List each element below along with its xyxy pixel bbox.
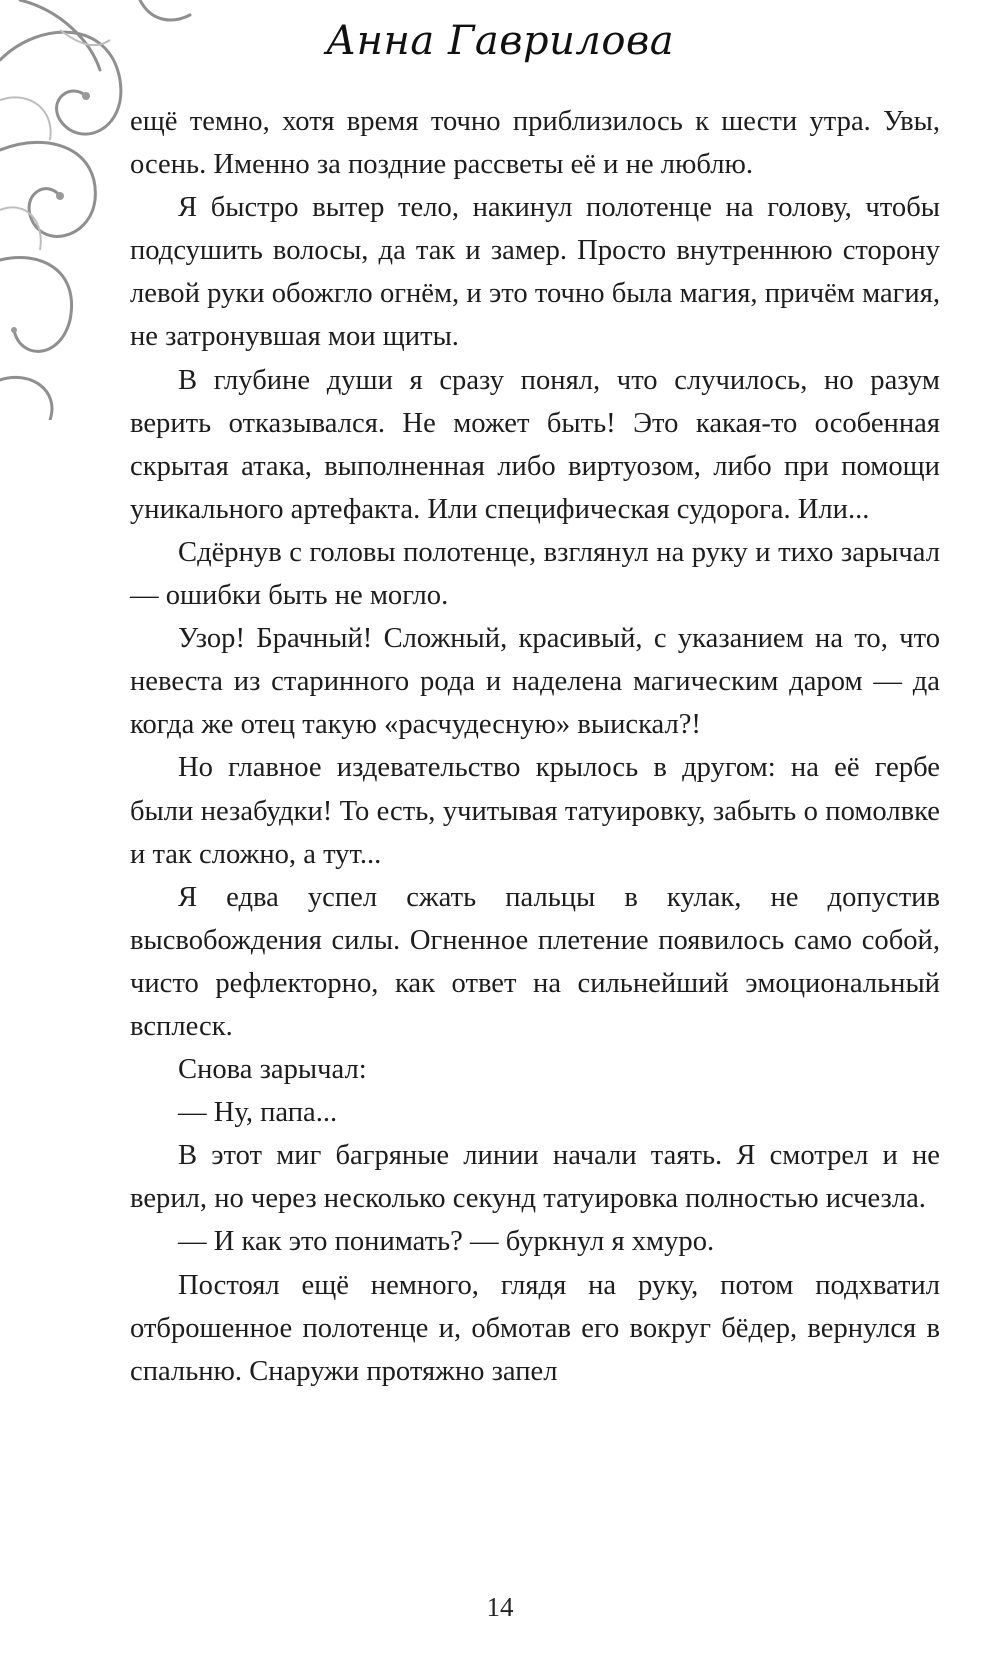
paragraph: Но главное издевательство крылось в другом: на её гербе были незабудки! То есть, учитывая татуировку, забыть о помолвке и так сложно, а тут... (130, 752, 940, 870)
paragraph: Я быстро вытер тело, накинул полотенце на голову, чтобы подсушить волосы, да так и замер. Просто внутреннюю сторону левой руки обожгло огнём, и это точно была магия, причём магия, не затронувшая мои щиты. (130, 192, 940, 353)
paragraph: ещё темно, хотя время точно приблизилось к шести утра. Увы, осень. Именно за поздние рассветы её и не люблю. (130, 106, 940, 181)
paragraph: Я едва успел сжать пальцы в кулак, не допустив высвобождения силы. Огненное плетение появилось само собой, чисто рефлекторно, как ответ на сильнейший эмоциональный всплеск. (130, 881, 940, 1042)
paragraph: Постоял ещё немного, глядя на руку, потом подхватил отброшенное полотенце и, обмотав его вокруг бёдер, вернулся в спальню. Снаружи протяжно запел (130, 1269, 940, 1387)
paragraph: — Ну, папа... (178, 1097, 338, 1129)
paragraph: В этот миг багряные линии начали таять. Я смотрел и не верил, но через несколько секунд татуировка полностью исчезла. (130, 1140, 940, 1215)
paragraph: Сдёрнув с головы полотенце, взглянул на руку и тихо зарычал — ошибки быть не могло. (130, 536, 940, 612)
paragraph: Узор! Брачный! Сложный, красивый, с указанием на то, что невеста из старинного рода и наделена магическим даром — да когда же отец такую «расчудесную» выискал?! (130, 623, 940, 741)
paragraph: — И как это понимать? — буркнул я хмуро. (178, 1226, 715, 1258)
running-header (0, 18, 1000, 64)
page-number: 14 (486, 1592, 514, 1622)
paragraph: Снова зарычал: (178, 1054, 367, 1086)
author-name: Анна Гаврилова (325, 18, 675, 64)
paragraph: В глубине души я сразу понял, что случилось, но разум верить отказывался. Не может быть! Это какая-то особенная скрытая атака, выполненная либо виртуозом, либо при помощи уникального артефакта. Или специфическая судорога. Или... (130, 364, 940, 525)
page-body (130, 100, 940, 1393)
